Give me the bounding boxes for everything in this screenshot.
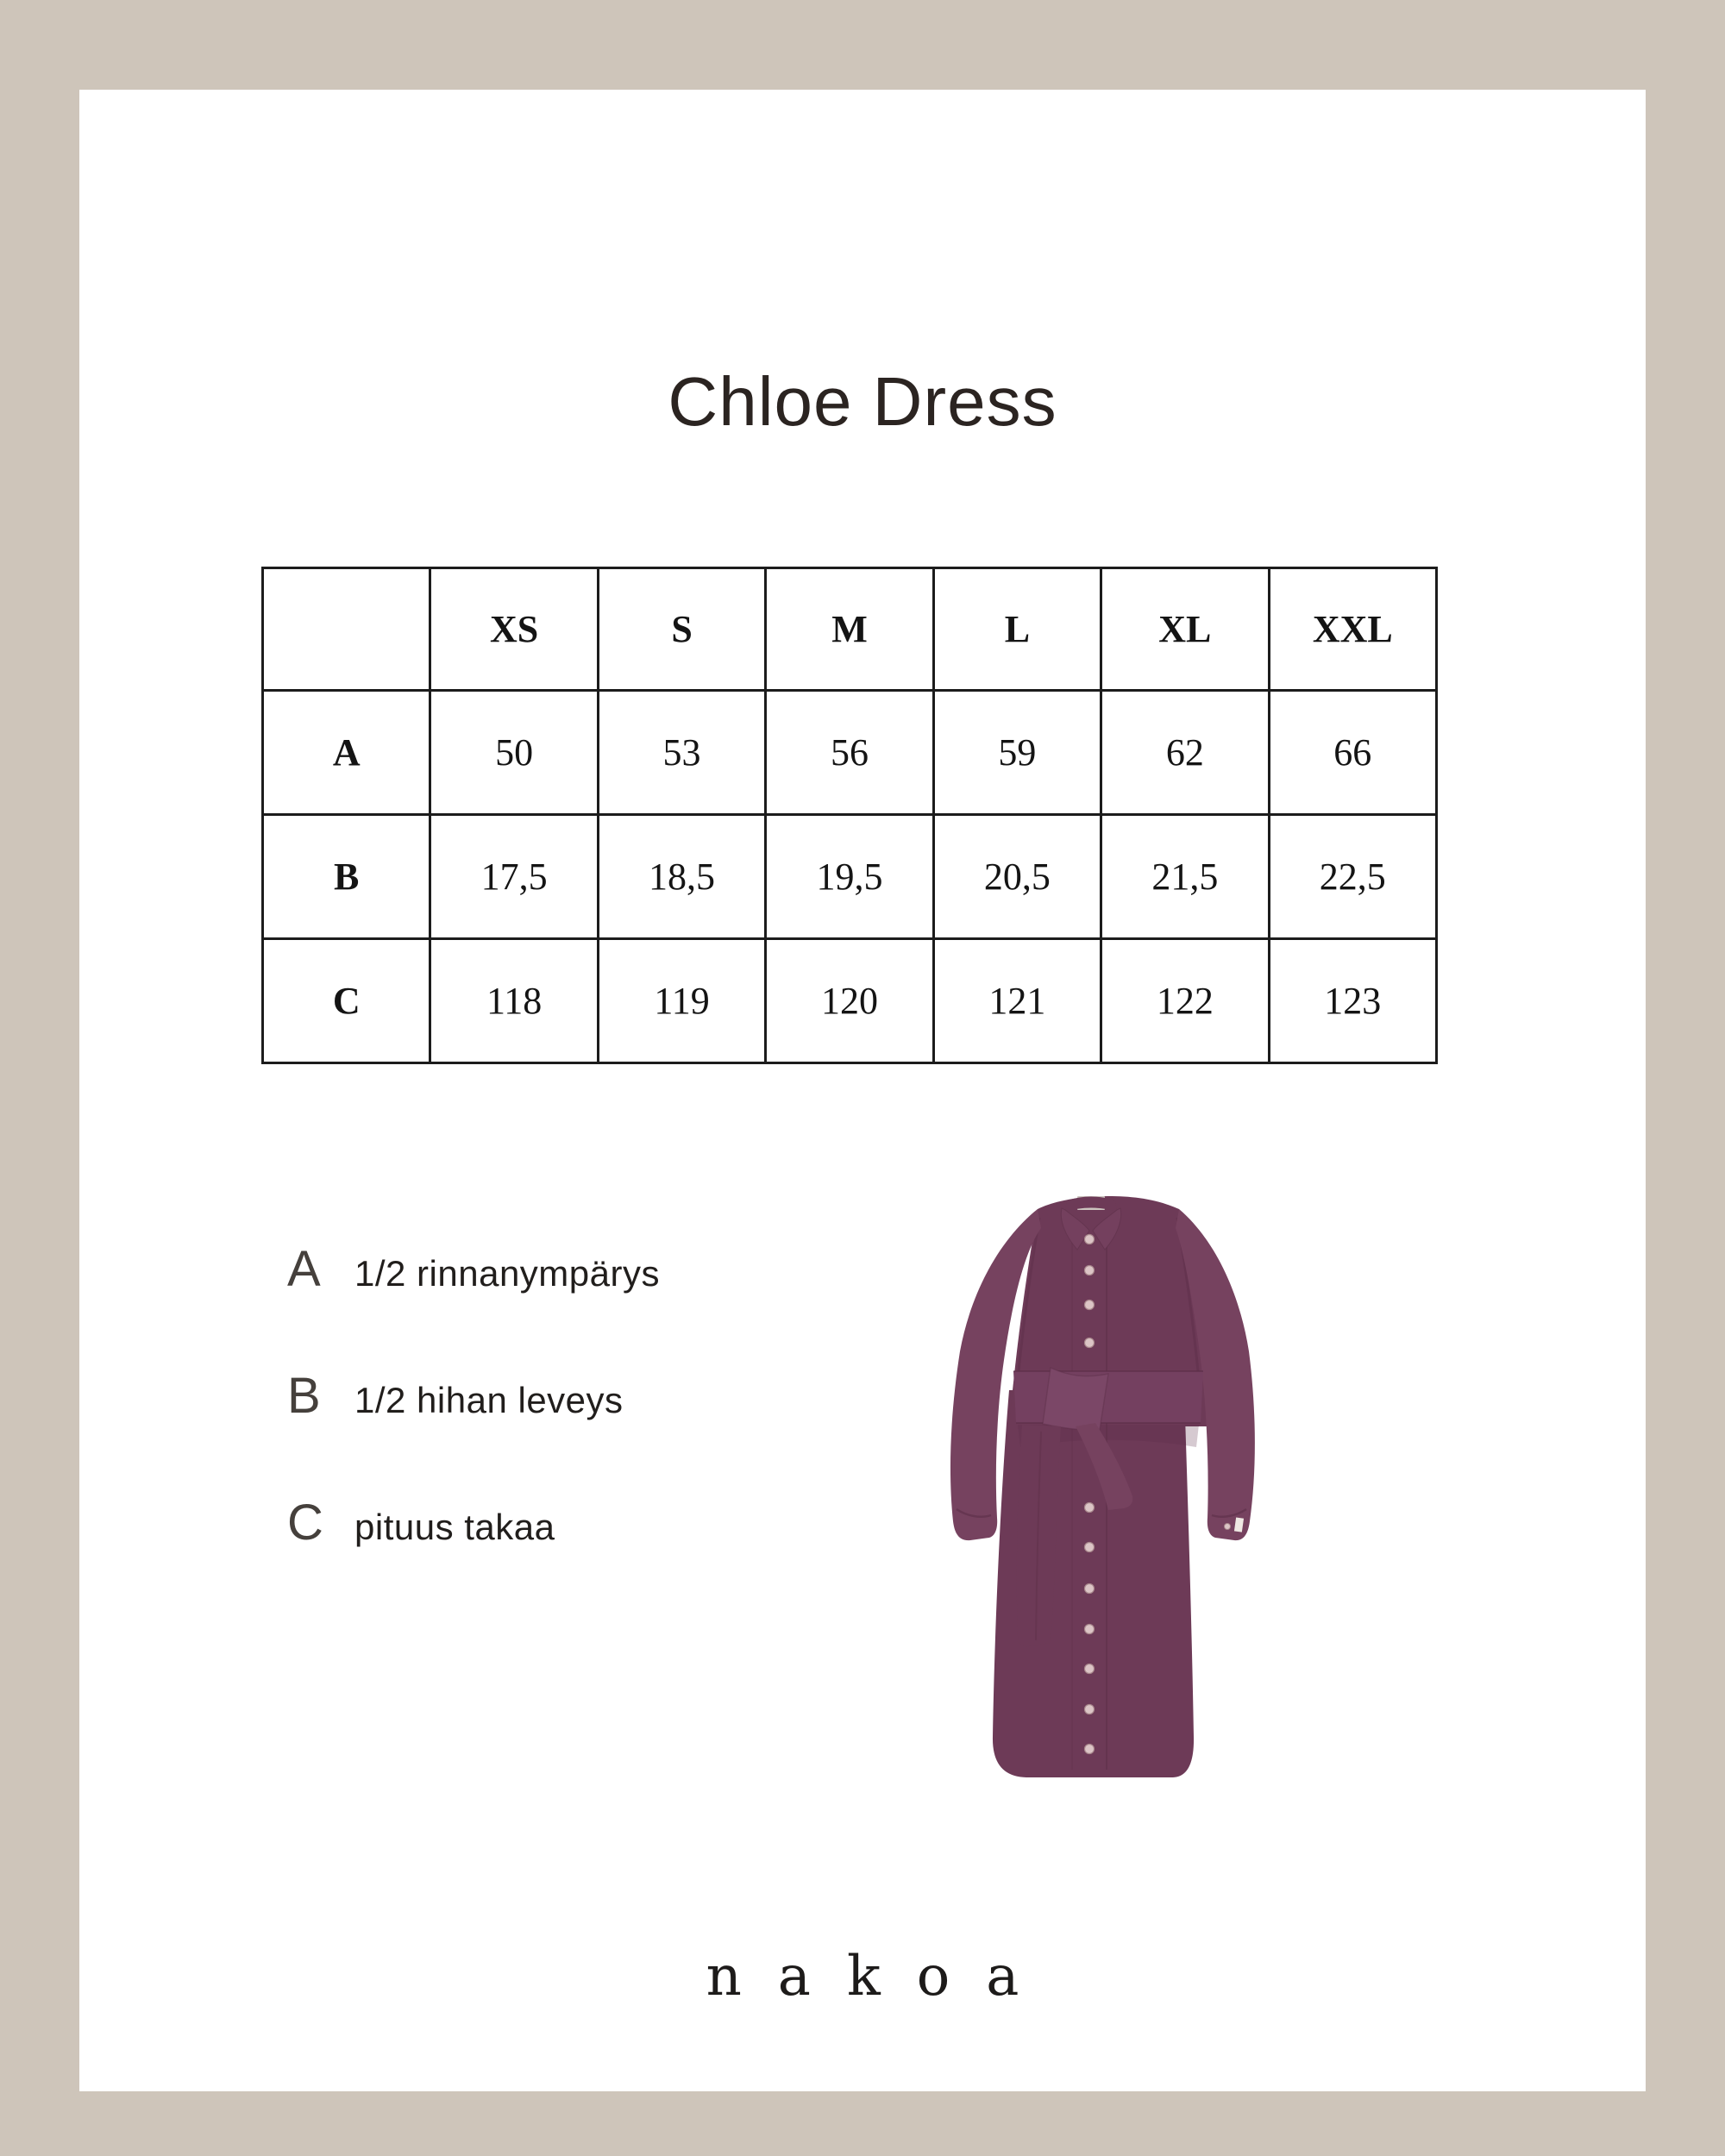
value-cell: 19,5 [766, 815, 933, 939]
size-column-header-xs: XS [430, 568, 598, 691]
row-label-b: B [263, 815, 430, 939]
size-column-header-s: S [598, 568, 765, 691]
size-column-header-xxl: XXL [1269, 568, 1436, 691]
value-cell: 22,5 [1269, 815, 1436, 939]
table-header-row [263, 568, 1437, 691]
legend-item-a [287, 1240, 660, 1298]
value-cell: 123 [1269, 939, 1436, 1063]
row-label-a: A [263, 691, 430, 815]
table-row-b [263, 815, 1437, 939]
legend-letter-c: C [287, 1495, 323, 1551]
row-label-c: C [263, 939, 430, 1063]
legend-item-c [287, 1494, 555, 1551]
cuff-button [1225, 1524, 1231, 1530]
value-cell: 18,5 [598, 815, 765, 939]
value-cell: 118 [430, 939, 598, 1063]
size-column-header-xl: XL [1101, 568, 1269, 691]
value-cell: 20,5 [933, 815, 1101, 939]
value-cell: 59 [933, 691, 1101, 815]
size-column-header-m: M [766, 568, 933, 691]
legend-text-b: 1/2 hihan leveys [354, 1380, 624, 1420]
legend-letter-b: B [287, 1368, 321, 1424]
table-row-c [263, 939, 1437, 1063]
value-cell: 21,5 [1101, 815, 1269, 939]
value-cell: 50 [430, 691, 598, 815]
value-cell: 66 [1269, 691, 1436, 815]
value-cell: 17,5 [430, 815, 598, 939]
product-photo-dress [936, 1183, 1264, 1791]
value-cell: 62 [1101, 691, 1269, 815]
value-cell: 56 [766, 691, 933, 815]
belt-knot [1043, 1368, 1108, 1430]
legend-text-c: pituus takaa [354, 1507, 555, 1547]
legend-item-b [287, 1367, 624, 1425]
value-cell: 53 [598, 691, 765, 815]
table-corner-cell [263, 568, 430, 691]
dress-belt [1013, 1371, 1203, 1423]
brand-logo: nakoa [706, 1945, 1056, 2009]
value-cell: 120 [766, 939, 933, 1063]
size-column-header-l: L [933, 568, 1101, 691]
value-cell: 122 [1101, 939, 1269, 1063]
value-cell: 121 [933, 939, 1101, 1063]
legend-text-a: 1/2 rinnanympärys [354, 1253, 660, 1294]
content-panel [79, 90, 1646, 2091]
page-title: Chloe Dress [668, 363, 1057, 440]
table-row-a [263, 691, 1437, 815]
size-chart-table [261, 567, 1438, 1064]
value-cell: 119 [598, 939, 765, 1063]
legend-letter-a: A [287, 1241, 321, 1297]
